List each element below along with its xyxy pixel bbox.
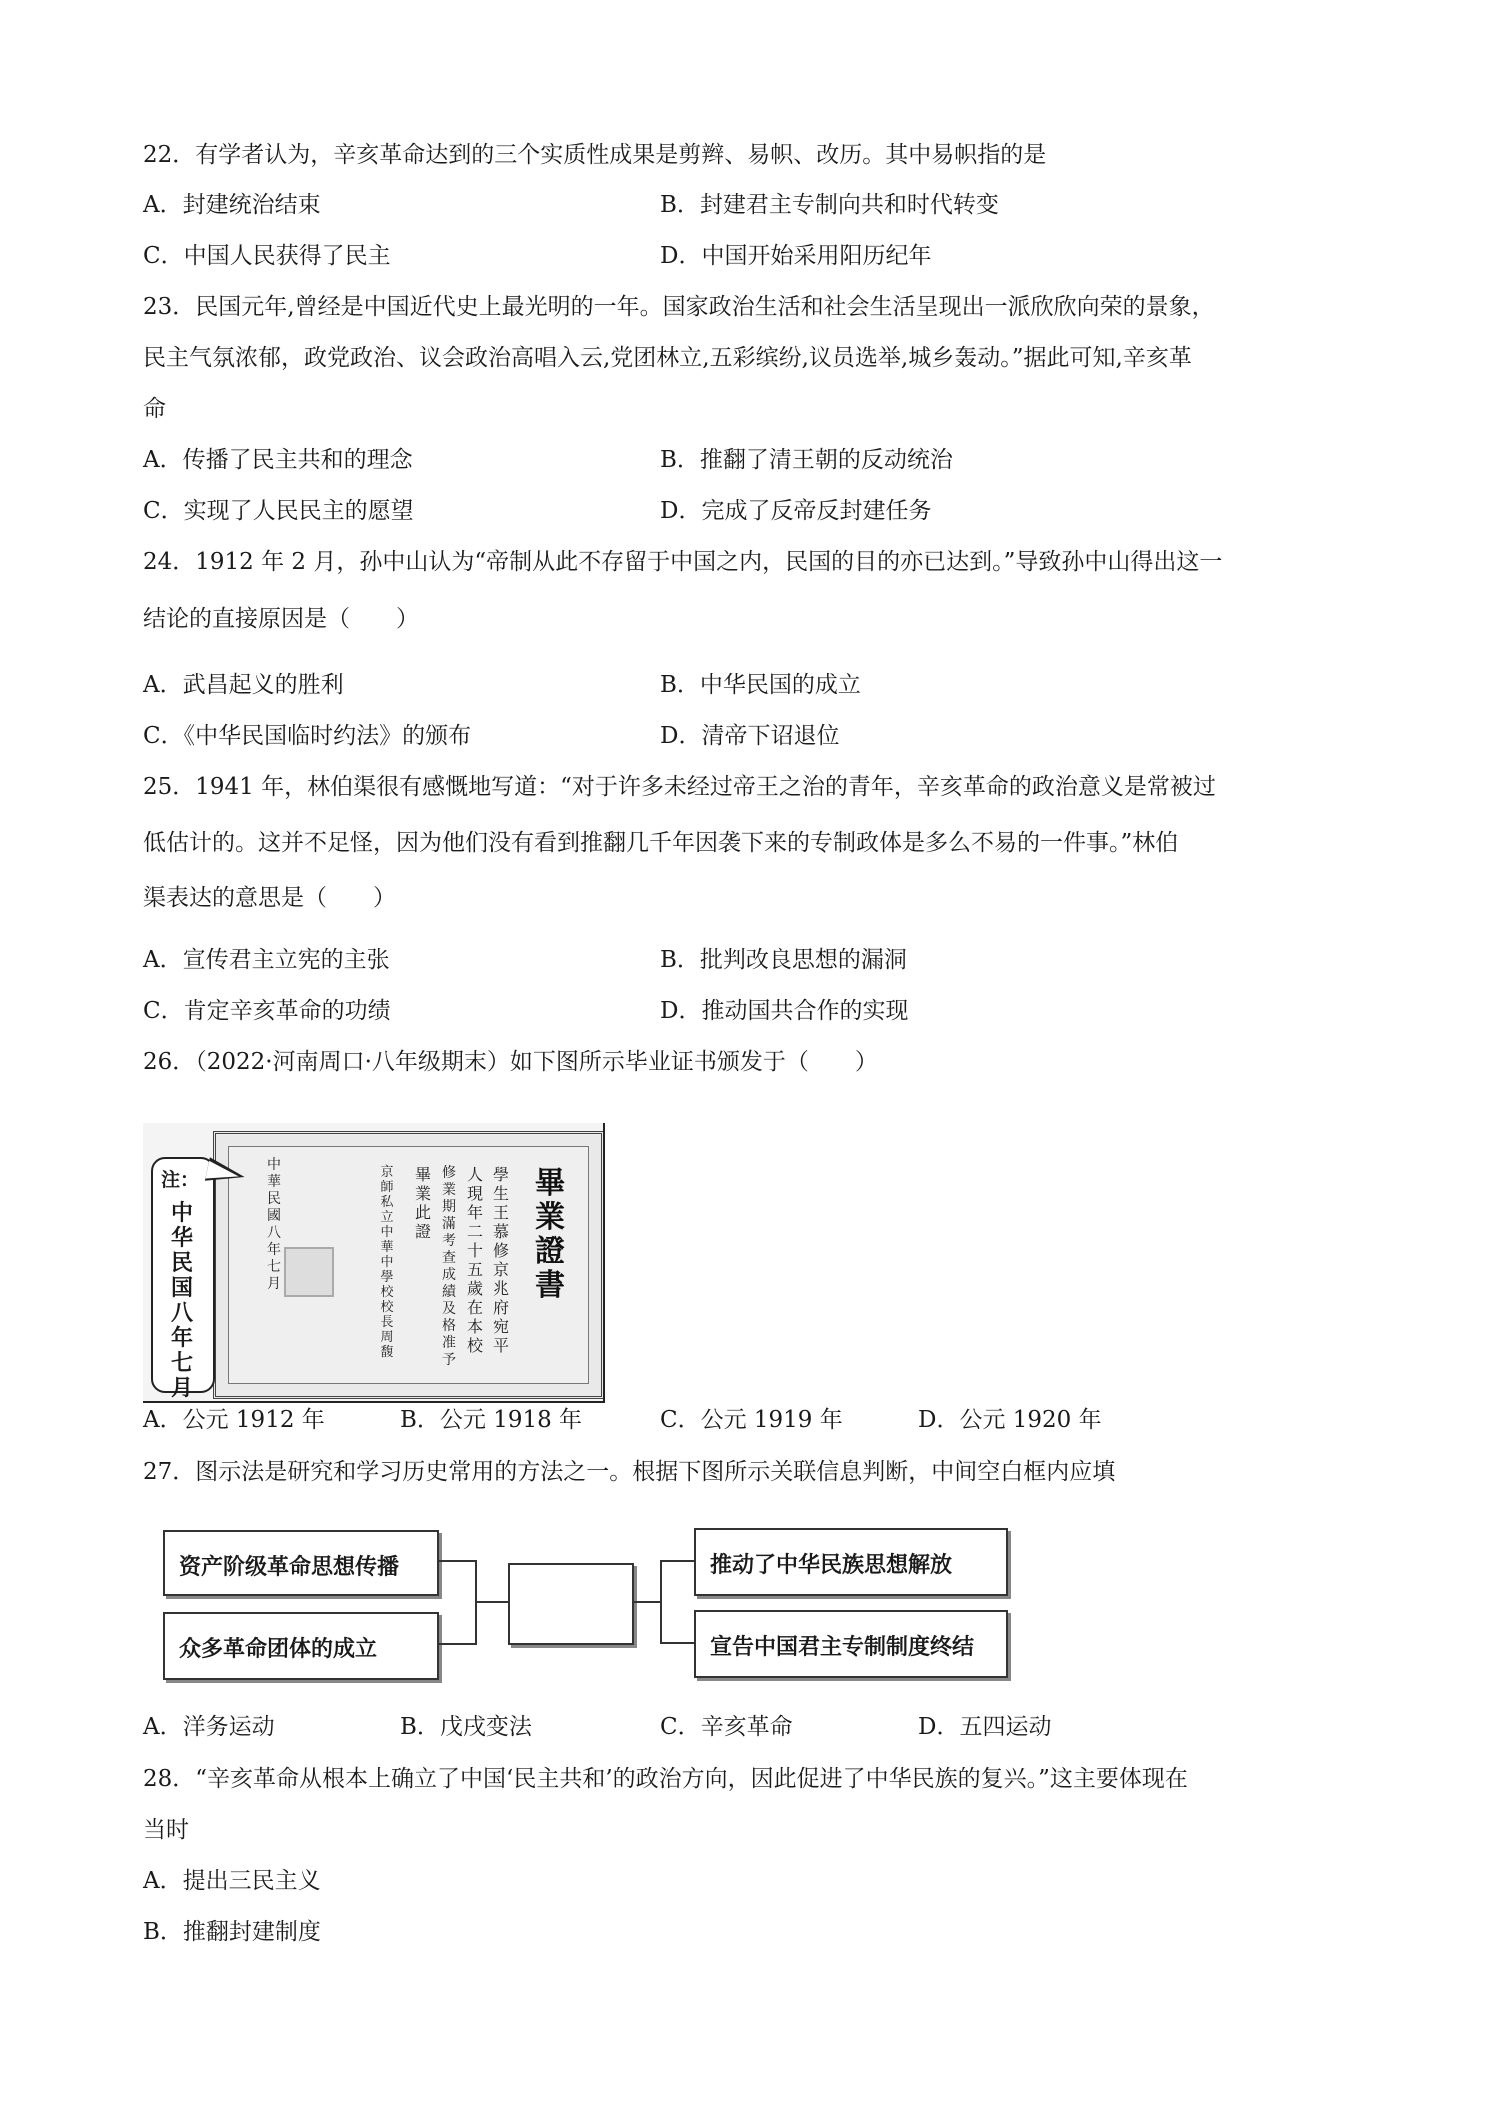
connector-line [660, 1560, 694, 1562]
q26-option-a: A．公元 1912 年 [143, 1407, 325, 1433]
q24-option-d: D．清帝下诏退位 [660, 723, 840, 749]
q22-option-b: B．封建君主专制向共和时代转变 [660, 192, 999, 218]
diploma-text-column: 人 現 年 二 十 五 歲 在 本 校 [466, 1165, 483, 1355]
diagram-box-right-bottom: 宣告中国君主专制制度终结 [694, 1610, 1008, 1678]
q26-option-c: C．公元 1919 年 [660, 1407, 843, 1433]
q27-line-1: 27．图示法是研究和学习历史常用的方法之一。根据下图所示关联信息判断，中间空白框内应填 [143, 1459, 1116, 1485]
diploma-image [143, 1123, 605, 1403]
connector-line [660, 1560, 662, 1644]
q22-line-1: 22．有学者认为，辛亥革命达到的三个实质性成果是剪辫、易帜、改历。其中易帜指的是 [143, 142, 1047, 168]
q27-option-b: B．戊戌变法 [400, 1714, 532, 1740]
q25-option-a: A．宣传君主立宪的主张 [143, 947, 390, 973]
q23-line-1: 23．民国元年,曾经是中国近代史上最光明的一年。国家政治生活和社会生活呈现出一派欣欣向荣的景象， [143, 294, 1215, 320]
q23-line-3: 命 [143, 396, 166, 422]
q23-option-c: C．实现了人民民主的愿望 [143, 498, 414, 524]
q27-option-d: D．五四运动 [918, 1714, 1052, 1740]
q26-option-d: D．公元 1920 年 [918, 1407, 1102, 1433]
q22-option-c: C．中国人民获得了民主 [143, 243, 391, 269]
q25-option-b: B．批判改良思想的漏洞 [660, 947, 907, 973]
q22-option-a: A．封建统治结束 [143, 192, 321, 218]
q24-option-c: C．《中华民国临时约法》的颁布 [143, 723, 472, 749]
q28-line-2: 当时 [143, 1817, 189, 1843]
connector-line [632, 1601, 662, 1603]
q28-option-b: B．推翻封建制度 [143, 1919, 321, 1945]
diploma-text-column: 京 師 私 立 中 華 中 學 校 校 長 周 馥 [380, 1165, 394, 1360]
q24-line-2: 结论的直接原因是（ ） [143, 606, 419, 632]
q23-option-a: A．传播了民主共和的理念 [143, 447, 413, 473]
diagram-box-right-top: 推动了中华民族思想解放 [694, 1528, 1008, 1596]
connector-line [660, 1642, 694, 1644]
q26-line-1: 26．（2022·河南周口·八年级期末）如下图所示毕业证书颁发于（ ） [143, 1049, 878, 1075]
diploma-frame [213, 1131, 604, 1399]
seal-stamp [284, 1247, 334, 1297]
q25-line-1: 25．1941 年，林伯渠很有感慨地写道：“对于许多未经过帝王之治的青年，辛亥革命的政治意义是常被过 [143, 774, 1216, 800]
q28-line-1: 28．“辛亥革命从根本上确立了中国‘民主共和’的政治方向，因此促进了中华民族的复兴。”这主要体现在 [143, 1766, 1188, 1792]
q22-option-d: D．中国开始采用阳历纪年 [660, 243, 932, 269]
connector-line [437, 1643, 475, 1645]
q23-line-2: 民主气氛浓郁，政党政治、议会政治高唱入云,党团林立,五彩缤纷,议员选举,城乡轰动。”据此可知,辛亥革 [143, 345, 1192, 371]
diploma-date-column: 中 華 民 國 八 年 七 月 [267, 1157, 281, 1292]
connector-line [475, 1601, 508, 1603]
diagram-box-center-blank [508, 1563, 634, 1645]
q24-line-1: 24．1912 年 2 月，孙中山认为“帝制从此不存留于中国之内，民国的目的亦已达到。”导致孙中山得出这一 [143, 549, 1223, 575]
diploma-text-column: 修 業 期 滿 考 查 成 績 及 格 准 予 [442, 1165, 456, 1368]
annotation-callout [151, 1157, 215, 1401]
q27-option-c: C．辛亥革命 [660, 1714, 793, 1740]
diagram-box-left-top: 资产阶级革命思想传播 [163, 1530, 439, 1596]
q26-option-b: B．公元 1918 年 [400, 1407, 583, 1433]
q24-option-a: A．武昌起义的胜利 [143, 672, 344, 698]
q23-option-b: B．推翻了清王朝的反动统治 [660, 447, 953, 473]
diagram-box-left-bottom: 众多革命团体的成立 [163, 1612, 439, 1680]
q25-option-d: D．推动国共合作的实现 [660, 998, 909, 1024]
q24-option-b: B．中华民国的成立 [660, 672, 861, 698]
q28-option-a: A．提出三民主义 [143, 1868, 321, 1894]
q25-option-c: C．肯定辛亥革命的功绩 [143, 998, 391, 1024]
diploma-text-column: 學 生 王 慕 修 京 兆 府 宛 平 [492, 1165, 509, 1355]
q25-line-3: 渠表达的意思是（ ） [143, 885, 396, 911]
diploma-text-column: 畢 業 此 證 [414, 1165, 431, 1241]
connector-line [437, 1560, 475, 1562]
q25-line-2: 低估计的。这并不足怪，因为他们没有看到推翻几千年因袭下来的专制政体是多么不易的一件事。”林伯 [143, 830, 1179, 856]
callout-label: 注： [161, 1169, 200, 1191]
callout-text: 中 华 民 国 八 年 七 月 [170, 1201, 193, 1401]
diploma-title: 畢 業 證 書 [535, 1166, 565, 1303]
q23-option-d: D．完成了反帝反封建任务 [660, 498, 932, 524]
q27-option-a: A．洋务运动 [143, 1714, 275, 1740]
